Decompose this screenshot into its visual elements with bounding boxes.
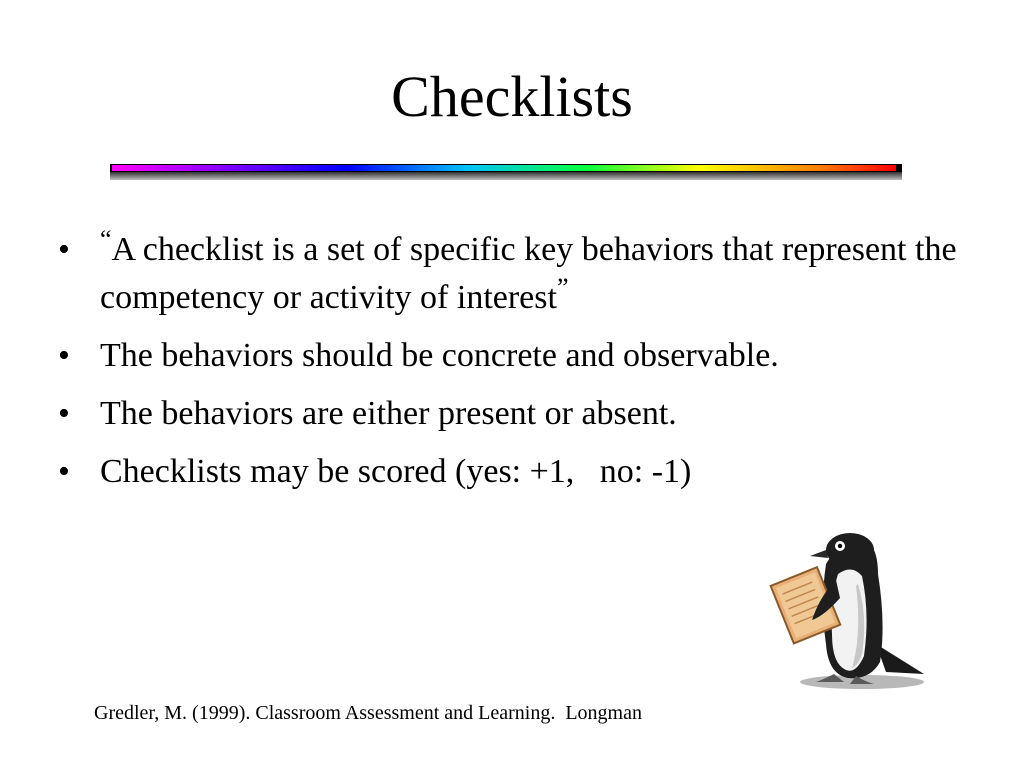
bullet-dot: • (58, 231, 70, 268)
rainbow-divider (110, 164, 902, 180)
bullet-dot: • (58, 337, 70, 374)
citation: Gredler, M. (1999). Classroom Assessment and Learning. Longman (94, 702, 642, 724)
bullet-list (58, 226, 958, 506)
list-item (58, 448, 958, 496)
open-quote: “ (100, 225, 112, 254)
bullet-dot: • (58, 453, 70, 490)
close-quote: ” (556, 273, 569, 302)
list-item (58, 226, 958, 322)
slide-title: Checklists (391, 64, 633, 129)
list-item (58, 332, 958, 380)
bullet-dot: • (58, 395, 70, 432)
bullet-text: Checklists may be scored (yes: +1, no: -1) (100, 453, 692, 490)
bullet-text: A checklist is a set of specific key behaviors that represent the competency or activity of interest (100, 231, 957, 316)
list-item (58, 390, 958, 438)
bullet-text: The behaviors should be concrete and observable. (100, 337, 779, 374)
penguin-reading-icon (766, 524, 930, 692)
bullet-text: The behaviors are either present or absent. (100, 395, 677, 432)
